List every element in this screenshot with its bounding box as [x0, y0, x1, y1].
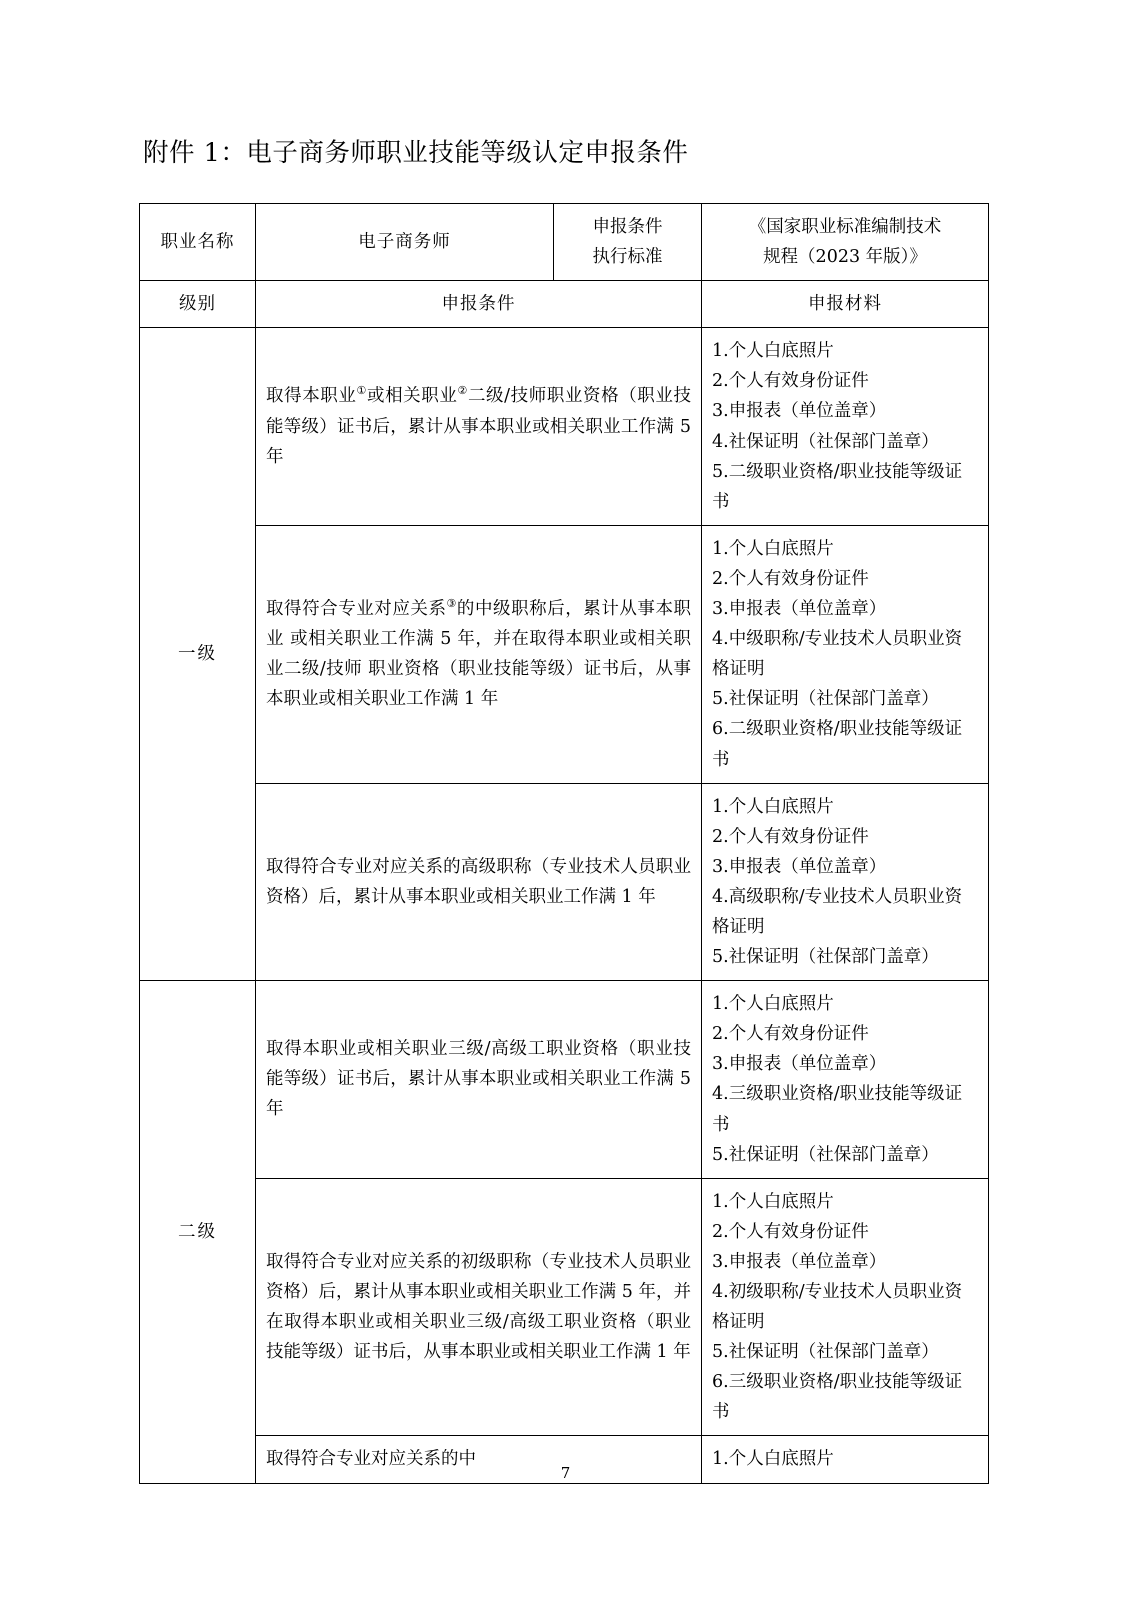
page-number: 7 — [560, 1464, 571, 1482]
header-materials-label: 申报材料 — [702, 281, 989, 328]
condition-cell: 取得符合专业对应关系③的中级职称后，累计从事本职业 或相关职业工作满 5 年，并在取得本职业或相关职业二级/技师 职业资格（职业技能等级）证书后，从事本职业或相关职业工作满 1 年 — [256, 525, 702, 783]
table-row — [140, 328, 989, 526]
header-occupation-value: 电子商务师 — [256, 204, 554, 281]
header-level-label: 级别 — [140, 281, 256, 328]
materials-cell: 1.个人白底照片 — [702, 1436, 989, 1483]
materials-cell: 1.个人白底照片 2.个人有效身份证件 3.申报表（单位盖章） 4.高级职称/专业技术人员职业资格证明 5.社保证明（社保部门盖章） — [702, 783, 989, 981]
materials-cell: 1.个人白底照片 2.个人有效身份证件 3.申报表（单位盖章） 4.初级职称/专业技术人员职业资格证明 5.社保证明（社保部门盖章） 6.三级职业资格/职业技能等级证书 — [702, 1178, 989, 1436]
level-cell-1: 一级 — [140, 328, 256, 981]
table-row — [140, 981, 989, 1179]
table-row — [140, 525, 989, 783]
requirements-table — [139, 203, 989, 1484]
materials-cell: 1.个人白底照片 2.个人有效身份证件 3.申报表（单位盖章） 4.中级职称/专业技术人员职业资格证明 5.社保证明（社保部门盖章） 6.二级职业资格/职业技能等级证书 — [702, 525, 989, 783]
materials-cell: 1.个人白底照片 2.个人有效身份证件 3.申报表（单位盖章） 4.社保证明（社保部门盖章） 5.二级职业资格/职业技能等级证书 — [702, 328, 989, 526]
condition-cell: 取得符合专业对应关系的中 — [256, 1436, 702, 1483]
header-standard-label: 申报条件 执行标准 — [554, 204, 702, 281]
condition-cell: 取得符合专业对应关系的高级职称（专业技术人员职业资格）后，累计从事本职业或相关职业工作满 1 年 — [256, 783, 702, 981]
condition-cell: 取得符合专业对应关系的初级职称（专业技术人员职业资格）后，累计从事本职业或相关职业工作满 5 年，并在取得本职业或相关职业三级/高级工职业资格（职业技能等级）证书后，从事本职业或相关职业工作满 1 年 — [256, 1178, 702, 1436]
level-cell-2: 二级 — [140, 981, 256, 1483]
condition-cell: 取得本职业①或相关职业②二级/技师职业资格（职业技能等级）证书后，累计从事本职业或相关职业工作满 5 年 — [256, 328, 702, 526]
table-row — [140, 1178, 989, 1436]
condition-cell: 取得本职业或相关职业三级/高级工职业资格（职业技能等级）证书后，累计从事本职业或相关职业工作满 5 年 — [256, 981, 702, 1179]
header-occupation-label: 职业名称 — [140, 204, 256, 281]
table-row — [140, 783, 989, 981]
materials-cell: 1.个人白底照片 2.个人有效身份证件 3.申报表（单位盖章） 4.三级职业资格/职业技能等级证书 5.社保证明（社保部门盖章） — [702, 981, 989, 1179]
table-header-row-2 — [140, 281, 989, 328]
table-header-row-1 — [140, 204, 989, 281]
header-conditions-label: 申报条件 — [256, 281, 702, 328]
header-standard-value: 《国家职业标准编制技术 规程（2023 年版）》 — [702, 204, 989, 281]
page-title: 附件 1：电子商务师职业技能等级认定申报条件 — [143, 138, 689, 168]
